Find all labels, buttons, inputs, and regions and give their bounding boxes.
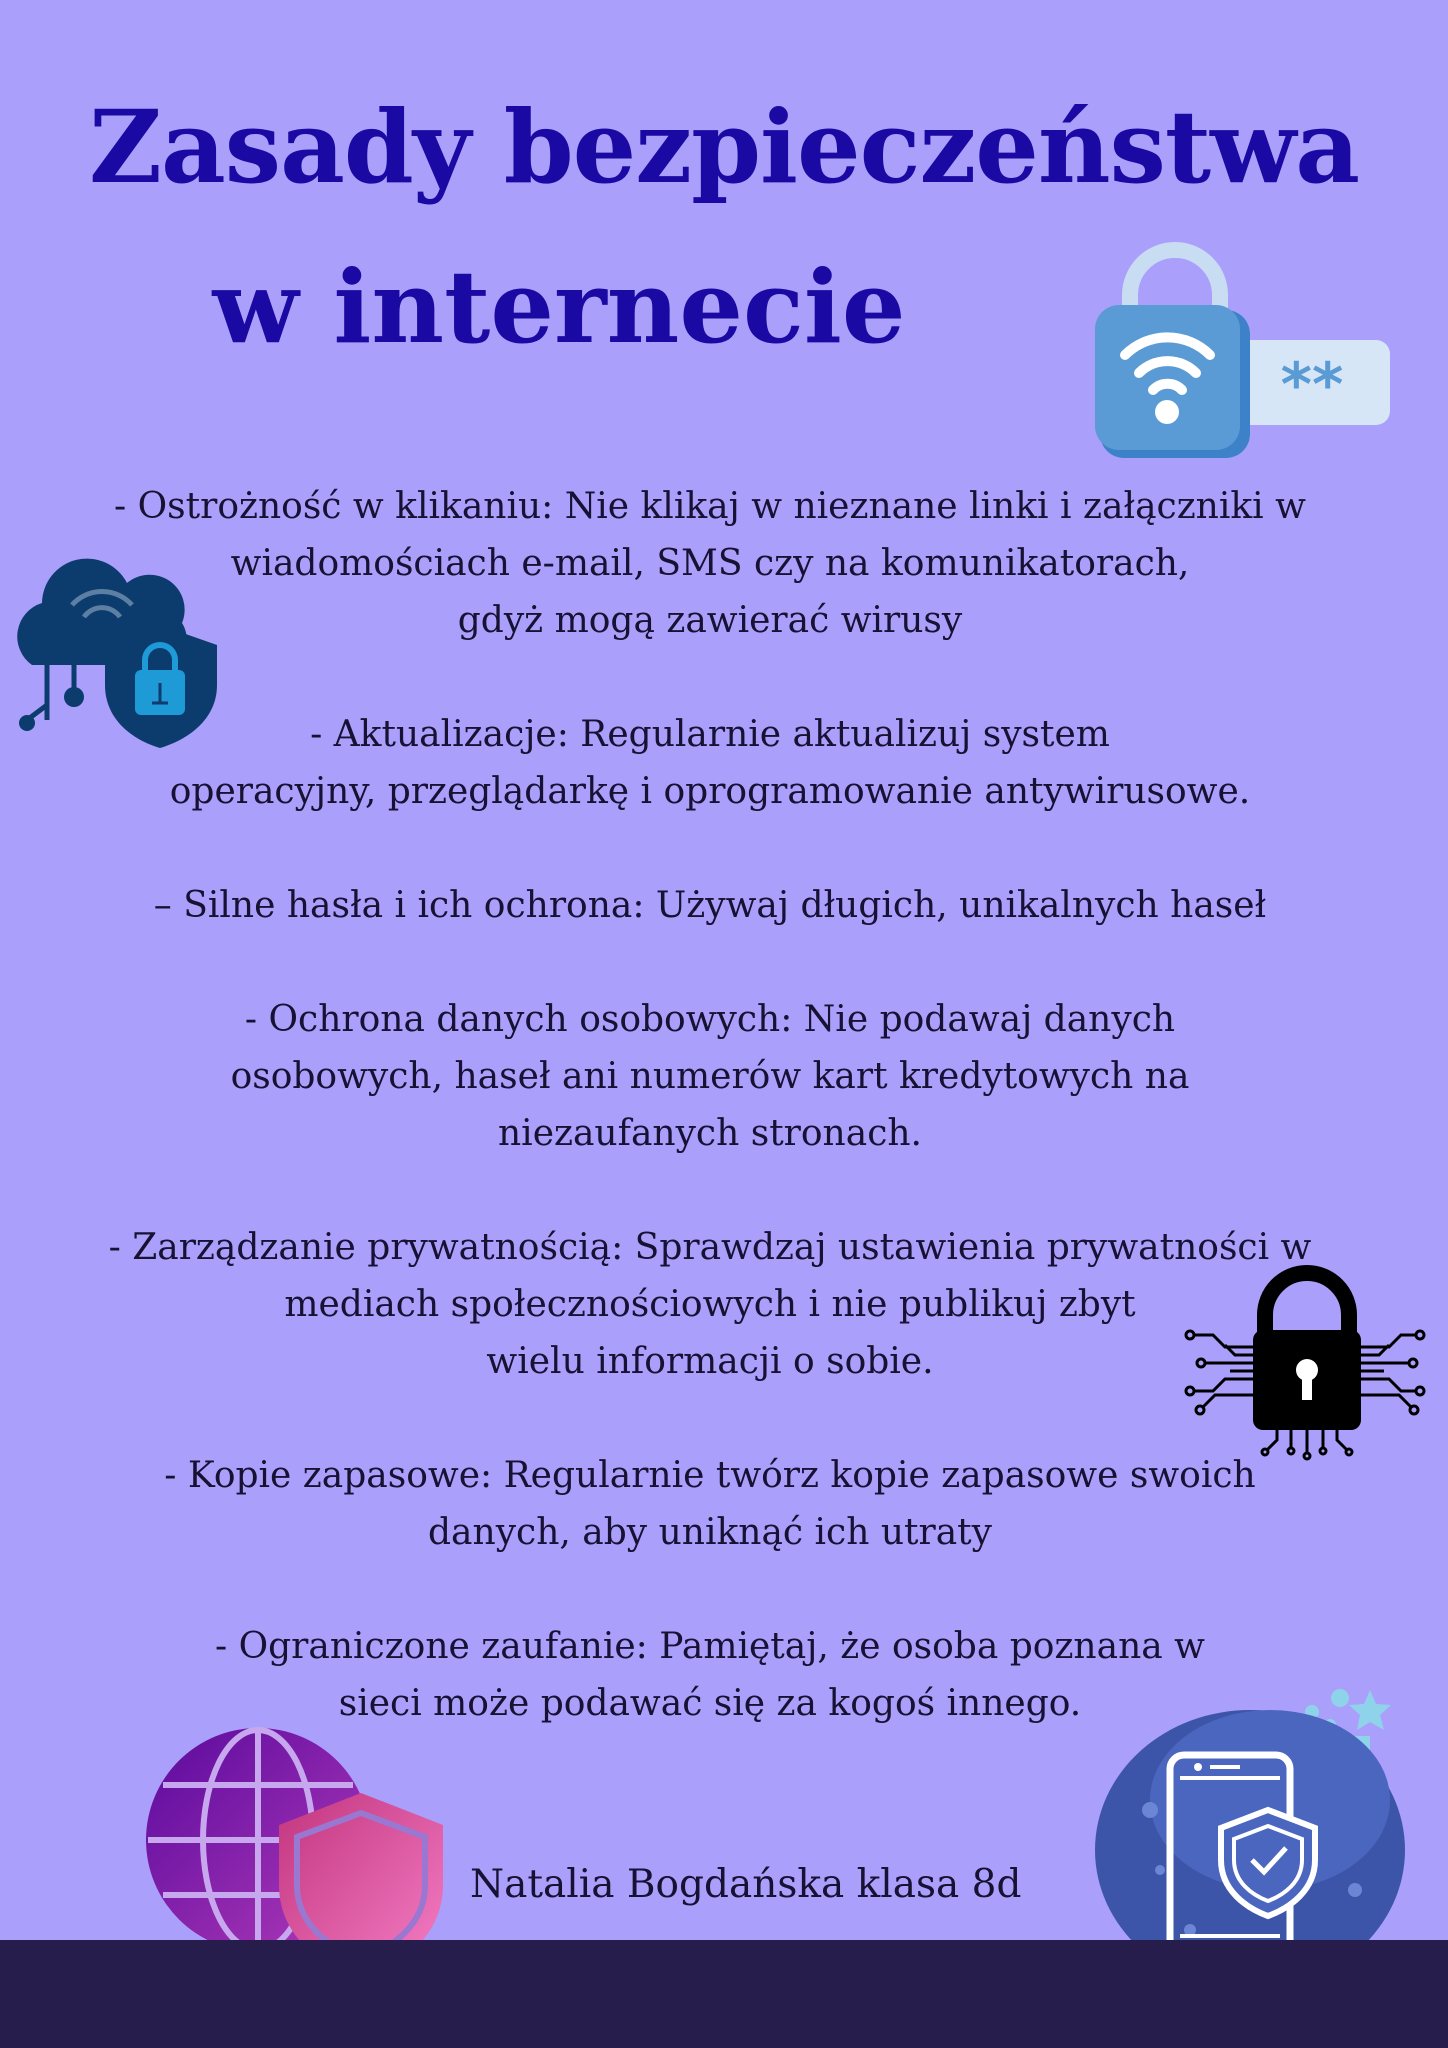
tip-line: - Zarządzanie prywatnością: Sprawdzaj ustawienia prywatności w: [108, 1227, 1312, 1268]
wifi-lock-password-icon: [1095, 240, 1395, 460]
tip-line: wielu informacji o sobie.: [486, 1341, 934, 1382]
tip-clicking: [60, 478, 1360, 649]
tip-line: - Kopie zapasowe: Regularnie twórz kopie zapasowe swoich: [164, 1455, 1256, 1496]
tip-line: mediach społecznościowych i nie publikuj zbyt: [284, 1284, 1136, 1325]
tip-strong-passwords: [60, 877, 1360, 934]
page-title-line-1: Zasady bezpieczeństwa: [89, 88, 1359, 206]
tip-line: – Silne hasła i ich ochrona: Używaj długich, unikalnych haseł: [153, 885, 1267, 926]
tip-privacy: [60, 1219, 1360, 1390]
author-signature: Natalia Bogdańska klasa 8d: [470, 1862, 1022, 1907]
tip-line: gdyż mogą zawierać wirusy: [457, 600, 963, 641]
tip-line: - Ograniczone zaufanie: Pamiętaj, że osoba poznana w: [215, 1626, 1205, 1667]
tip-line: wiadomościach e-mail, SMS czy na komunikatorach,: [230, 543, 1190, 584]
tips-list: [60, 478, 1360, 1789]
tip-line: - Ochrona danych osobowych: Nie podawaj danych: [244, 999, 1176, 1040]
tip-personal-data: [60, 991, 1360, 1162]
tip-line: niezaufanych stronach.: [498, 1113, 922, 1154]
page-title-line-2: w internecie: [212, 248, 906, 366]
tip-line: sieci może podawać się za kogoś innego.: [338, 1683, 1082, 1724]
tip-line: operacyjny, przeglądarkę i oprogramowanie antywirusowe.: [169, 771, 1251, 812]
tip-line: - Aktualizacje: Regularnie aktualizuj system: [310, 714, 1110, 755]
footer-bar: [0, 1940, 1448, 2048]
tip-line: osobowych, haseł ani numerów kart kredytowych na: [230, 1056, 1190, 1097]
tip-line: - Ostrożność w klikaniu: Nie klikaj w nieznane linki i załączniki w: [114, 486, 1306, 527]
tip-backups: [60, 1447, 1360, 1561]
svg-text:**: **: [1280, 350, 1344, 420]
tip-limited-trust: [60, 1618, 1360, 1732]
tip-line: danych, aby uniknąć ich utraty: [428, 1512, 992, 1553]
tip-updates: [60, 706, 1360, 820]
